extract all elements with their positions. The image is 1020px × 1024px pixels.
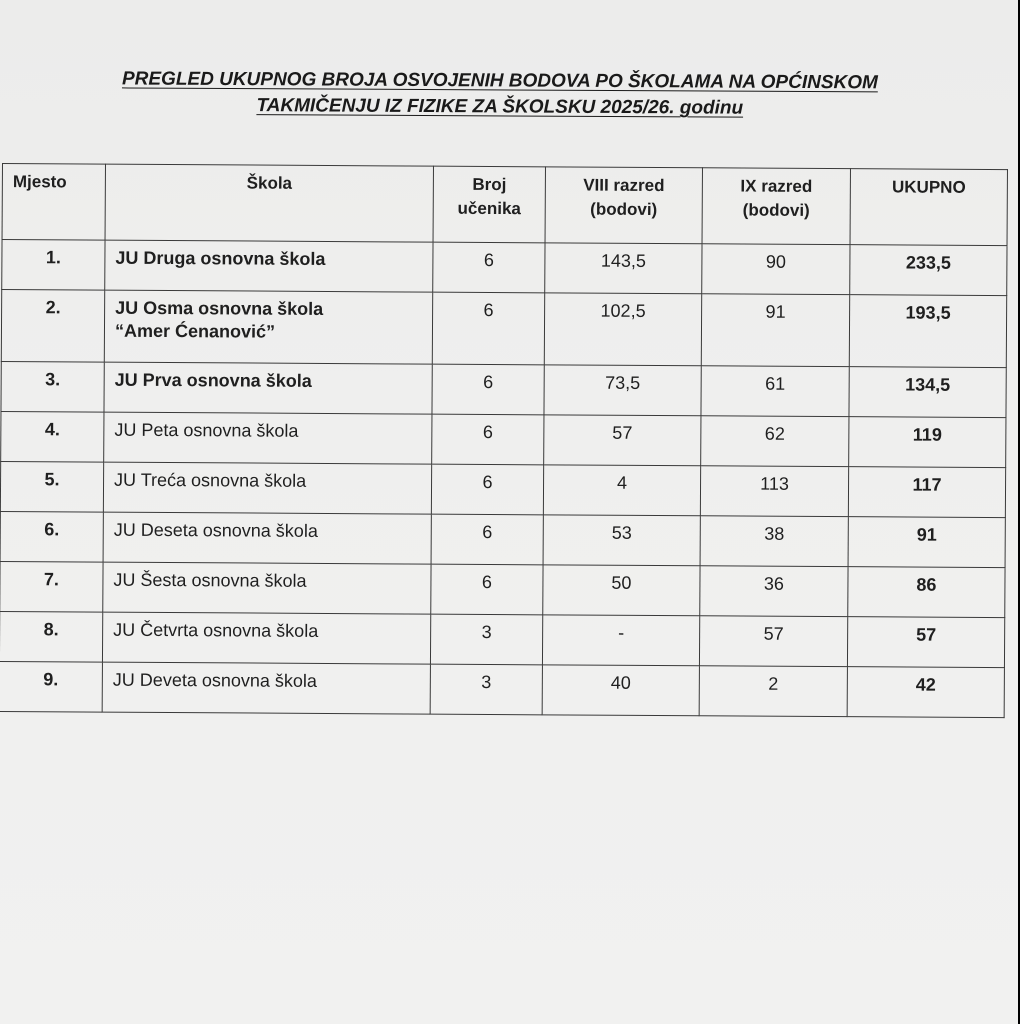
cell-place: 2. [1,290,104,363]
header-ukupno: UKUPNO [850,169,1007,246]
cell-ix-points: 113 [700,466,848,517]
cell-viii-points: 53 [543,515,700,566]
title-line-2: TAKMIČENJU IZ FIZIKE ZA ŠKOLSKU 2025/26. godinu [256,95,744,119]
cell-place: 4. [1,411,104,462]
cell-viii-points: 73,5 [544,365,701,416]
cell-place: 6. [0,511,103,562]
cell-total: 134,5 [849,367,1006,418]
cell-school: JU Prva osnovna škola [104,362,432,414]
table-row [0,561,1005,617]
cell-viii-points: 102,5 [544,293,701,366]
header-viii-razred [545,167,702,244]
header-broj-ucenika [433,166,545,243]
table-row [2,240,1007,296]
cell-total: 57 [847,617,1004,668]
title-line-1: PREGLED UKUPNOG BROJA OSVOJENIH BODOVA PO ŠKOLAMA NA OPĆINSKOM [121,68,878,94]
cell-total: 193,5 [849,295,1006,368]
cell-students: 6 [431,514,543,565]
cell-total: 117 [848,467,1005,518]
cell-students: 3 [430,614,542,665]
table-row [0,511,1005,567]
header-viii-line1: VIII razred [583,175,665,196]
header-mjesto: Mjesto [2,164,105,241]
cell-total: 233,5 [850,245,1007,296]
cell-students: 6 [433,242,545,293]
cell-viii-points: 4 [543,465,700,516]
cell-school: JU Druga osnovna škola [105,240,433,292]
cell-total: 42 [847,667,1004,718]
cell-ix-points: 2 [699,666,847,717]
cell-ix-points: 90 [702,244,850,295]
cell-viii-points: 57 [544,415,701,466]
cell-school: JU Deseta osnovna škola [103,512,431,564]
cell-total: 91 [848,517,1005,568]
table-row [1,411,1006,467]
header-skola: Škola [105,164,433,242]
cell-place: 9. [0,661,102,712]
school-name-line1: JU Osma osnovna škola [115,297,324,319]
cell-viii-points: 40 [542,665,699,716]
cell-ix-points: 38 [700,516,848,567]
cell-students: 6 [431,564,543,615]
table-header-row [2,164,1007,246]
cell-place: 5. [0,461,103,512]
cell-school: JU Četvrta osnovna škola [102,612,430,664]
cell-school: JU Deveta osnovna škola [102,662,430,714]
cell-school: JU Šesta osnovna škola [103,562,431,614]
results-table-wrapper [0,163,1014,718]
cell-school: JU Peta osnovna škola [104,412,432,464]
cell-total: 86 [848,567,1005,618]
cell-viii-points: 50 [543,565,700,616]
cell-place: 3. [1,361,104,412]
cell-ix-points: 91 [701,294,849,367]
school-name-line2: “Amer Ćenanović” [114,320,276,342]
results-table [0,163,1008,718]
cell-viii-points: - [542,615,699,666]
cell-viii-points: 143,5 [545,243,702,294]
header-broj-line2: učenika [457,198,521,219]
cell-total: 119 [849,417,1006,468]
table-row [0,611,1005,667]
cell-students: 6 [432,292,544,365]
header-ix-line2: (bodovi) [742,200,810,220]
header-viii-line2: (bodovi) [590,199,658,220]
table-row [0,661,1004,717]
cell-students: 6 [432,364,544,415]
header-broj-line1: Broj [472,174,507,195]
header-ix-line1: IX razred [740,176,813,196]
cell-ix-points: 62 [701,416,849,467]
cell-ix-points: 36 [700,566,848,617]
cell-school [104,290,432,364]
cell-school: JU Treća osnovna škola [103,462,431,514]
cell-place: 8. [0,611,103,662]
table-row [0,461,1005,517]
table-row [1,290,1006,368]
header-ix-razred [702,168,850,245]
cell-place: 7. [0,561,103,612]
document-title [40,66,960,123]
cell-place: 1. [2,240,105,291]
table-row [1,361,1006,417]
cell-ix-points: 57 [699,616,847,667]
table-body [0,240,1007,718]
cell-students: 6 [432,414,544,465]
cell-students: 3 [430,664,542,715]
cell-students: 6 [431,464,543,515]
cell-ix-points: 61 [701,366,849,417]
